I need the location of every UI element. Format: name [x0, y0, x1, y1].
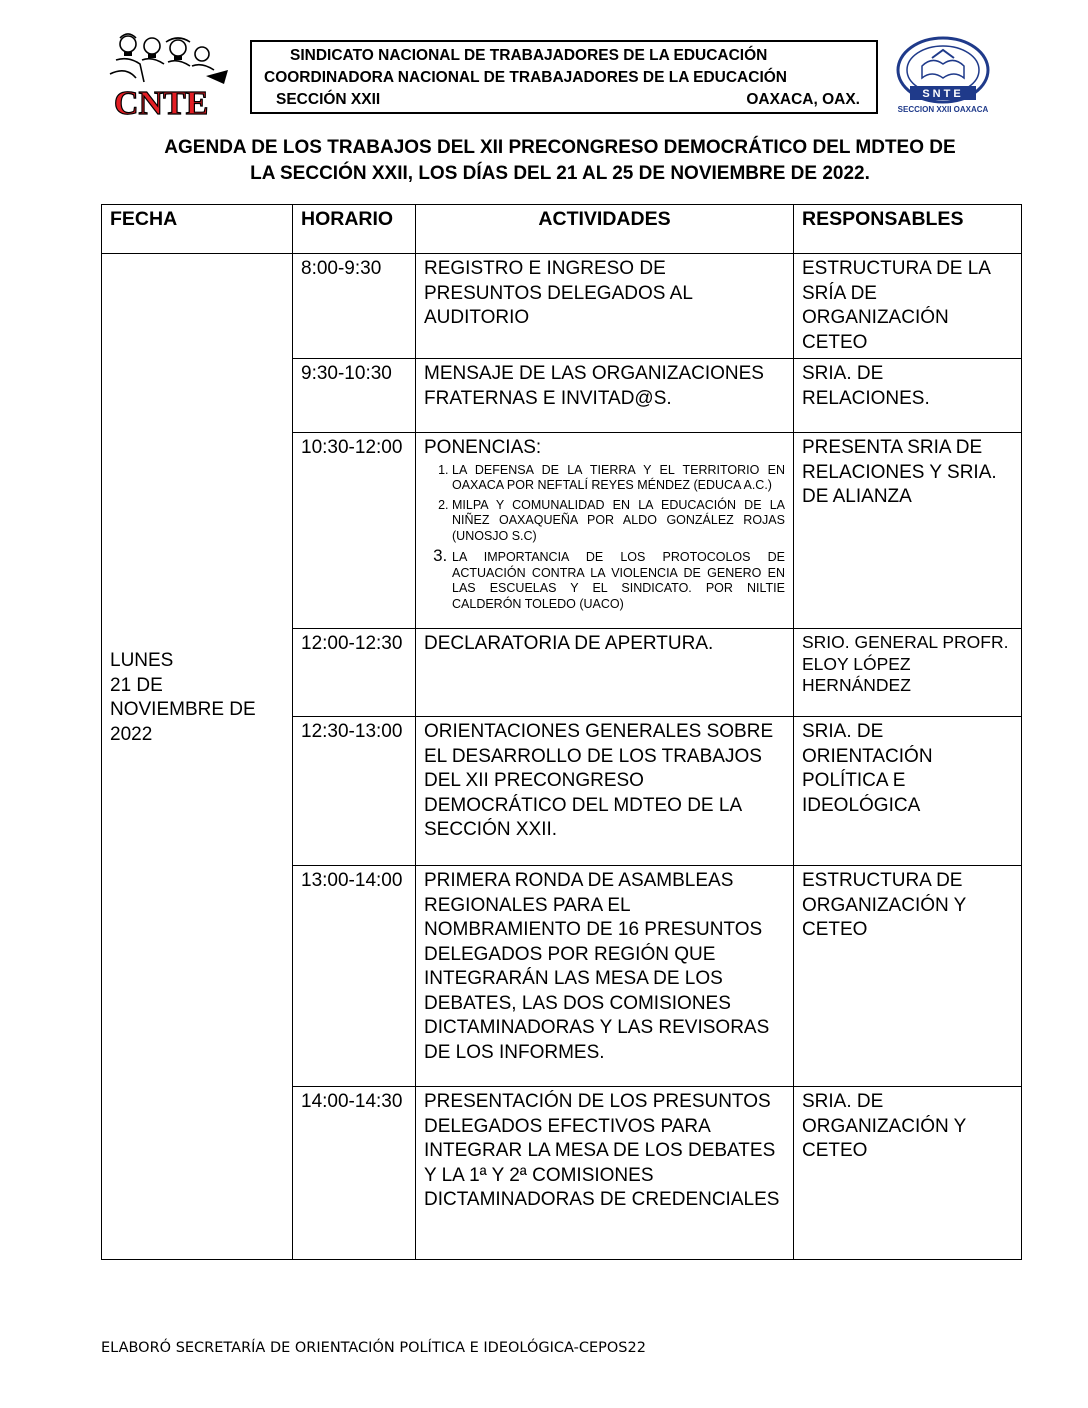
horario-cell: 8:00-9:30: [293, 254, 416, 359]
ponencias-list: [424, 463, 785, 613]
fecha-line: 2022: [110, 723, 153, 745]
header-fecha: FECHA: [102, 205, 293, 254]
fecha-line: NOVIEMBRE DE: [110, 699, 256, 720]
header-line-3-left: SECCIÓN XXII: [276, 91, 381, 108]
actividad-cell: REGISTRO E INGRESO DE PRESUNTOS DELEGADOS AL AUDITORIO: [416, 254, 794, 359]
actividad-cell: PRESENTACIÓN DE LOS PRESUNTOS DELEGADOS EFECTIVOS PARA INTEGRAR LA MESA DE LOS DEBATES Y LA 1ª Y 2ª COMISIONES DICTAMINADORAS DE CREDENCIALES: [416, 1087, 794, 1260]
footer-credit: ELABORÓ SECRETARÍA DE ORIENTACIÓN POLÍTICA E IDEOLÓGICA-CEPOS22: [101, 1340, 646, 1356]
table-header-row: [102, 205, 1022, 254]
agenda-title: [60, 135, 1060, 187]
responsable-cell: SRIA. DE RELACIONES.: [794, 359, 1022, 433]
actividad-cell: ORIENTACIONES GENERALES SOBRE EL DESARROLLO DE LOS TRABAJOS DEL XII PRECONGRESO DEMOCRÁTICO DEL MDTEO DE LA SECCIÓN XXII.: [416, 717, 794, 866]
header-line-3-right: OAXACA, OAX.: [746, 91, 860, 108]
fecha-cell: [102, 254, 293, 1260]
actividad-cell: MENSAJE DE LAS ORGANIZACIONES FRATERNAS E INVITAD@S.: [416, 359, 794, 433]
agenda-table: [101, 204, 1022, 1260]
cnte-logo-text: CNTE: [114, 85, 209, 118]
horario-cell: 13:00-14:00: [293, 866, 416, 1087]
ponencias-heading: PONENCIAS:: [424, 437, 542, 458]
header-box: [250, 40, 878, 114]
header-line-1: SINDICATO NACIONAL DE TRABAJADORES DE LA EDUCACIÓN: [290, 47, 768, 64]
table-row: [102, 254, 1022, 359]
agenda-title-line-2: LA SECCIÓN XXII, LOS DÍAS DEL 21 AL 25 DE NOVIEMBRE DE 2022.: [250, 163, 870, 184]
actividad-cell: [416, 433, 794, 629]
ponencia-item: 1. LA DEFENSA DE LA TIERRA Y EL TERRITORIO EN OAXACA POR NEFTALÍ REYES MÉNDEZ (EDUCA A.C.): [452, 463, 785, 494]
header-horario: HORARIO: [293, 205, 416, 254]
responsable-cell: PRESENTA SRIA DE RELACIONES Y SRIA. DE ALIANZA: [794, 433, 1022, 629]
horario-cell: 14:00-14:30: [293, 1087, 416, 1260]
horario-cell: 10:30-12:00: [293, 433, 416, 629]
snte-seal-logo: [892, 36, 994, 120]
ponencia-item: 2. MILPA Y COMUNALIDAD EN LA EDUCACIÓN DE LA NIÑEZ OAXAQUEÑA POR ALDO GONZÁLEZ ROJAS (UNOSJO S.C): [452, 498, 785, 545]
actividad-cell: DECLARATORIA DE APERTURA.: [416, 629, 794, 717]
ponencia-item: 3. LA IMPORTANCIA DE LOS PROTOCOLOS DE ACTUACIÓN CONTRA LA VIOLENCIA DE GENERO EN LAS ESCUELAS Y EL SINDICATO. POR NILTIE CALDERÓN TOLEDO (UACO): [452, 548, 785, 612]
responsable-cell: ESTRUCTURA DE ORGANIZACIÓN Y CETEO: [794, 866, 1022, 1087]
header-actividades: ACTIVIDADES: [416, 205, 794, 254]
header-line-2: COORDINADORA NACIONAL DE TRABAJADORES DE LA EDUCACIÓN: [264, 69, 787, 86]
responsable-cell: SRIO. GENERAL PROFR. ELOY LÓPEZ HERNÁNDEZ: [794, 629, 1022, 717]
snte-seal-text: SECCION XXII OAXACA: [897, 105, 989, 114]
fecha-line: LUNES: [110, 650, 174, 671]
fecha-line: 21 DE: [110, 674, 163, 696]
horario-cell: 12:00-12:30: [293, 629, 416, 717]
horario-cell: 12:30-13:00: [293, 717, 416, 866]
header-responsables: RESPONSABLES: [794, 205, 1022, 254]
snte-seal-acronym: SNTE: [922, 88, 964, 100]
responsable-cell: SRIA. DE ORIENTACIÓN POLÍTICA E IDEOLÓGICA: [794, 717, 1022, 866]
agenda-title-line-1: AGENDA DE LOS TRABAJOS DEL XII PRECONGRESO DEMOCRÁTICO DEL MDTEO DE: [164, 137, 956, 158]
responsable-cell: ESTRUCTURA DE LA SRÍA DE ORGANIZACIÓN CETEO: [794, 254, 1022, 359]
actividad-cell: PRIMERA RONDA DE ASAMBLEAS REGIONALES PARA EL NOMBRAMIENTO DE 16 PRESUNTOS DELEGADOS POR REGIÓN QUE INTEGRARÁN LAS MESA DE LOS DEBATES, LAS DOS COMISIONES DICTAMINADORAS Y LAS REVISORAS DE LOS INFORMES.: [416, 866, 794, 1087]
horario-cell: 9:30-10:30: [293, 359, 416, 433]
cnte-logo: [106, 30, 238, 118]
responsable-cell: SRIA. DE ORGANIZACIÓN Y CETEO: [794, 1087, 1022, 1260]
